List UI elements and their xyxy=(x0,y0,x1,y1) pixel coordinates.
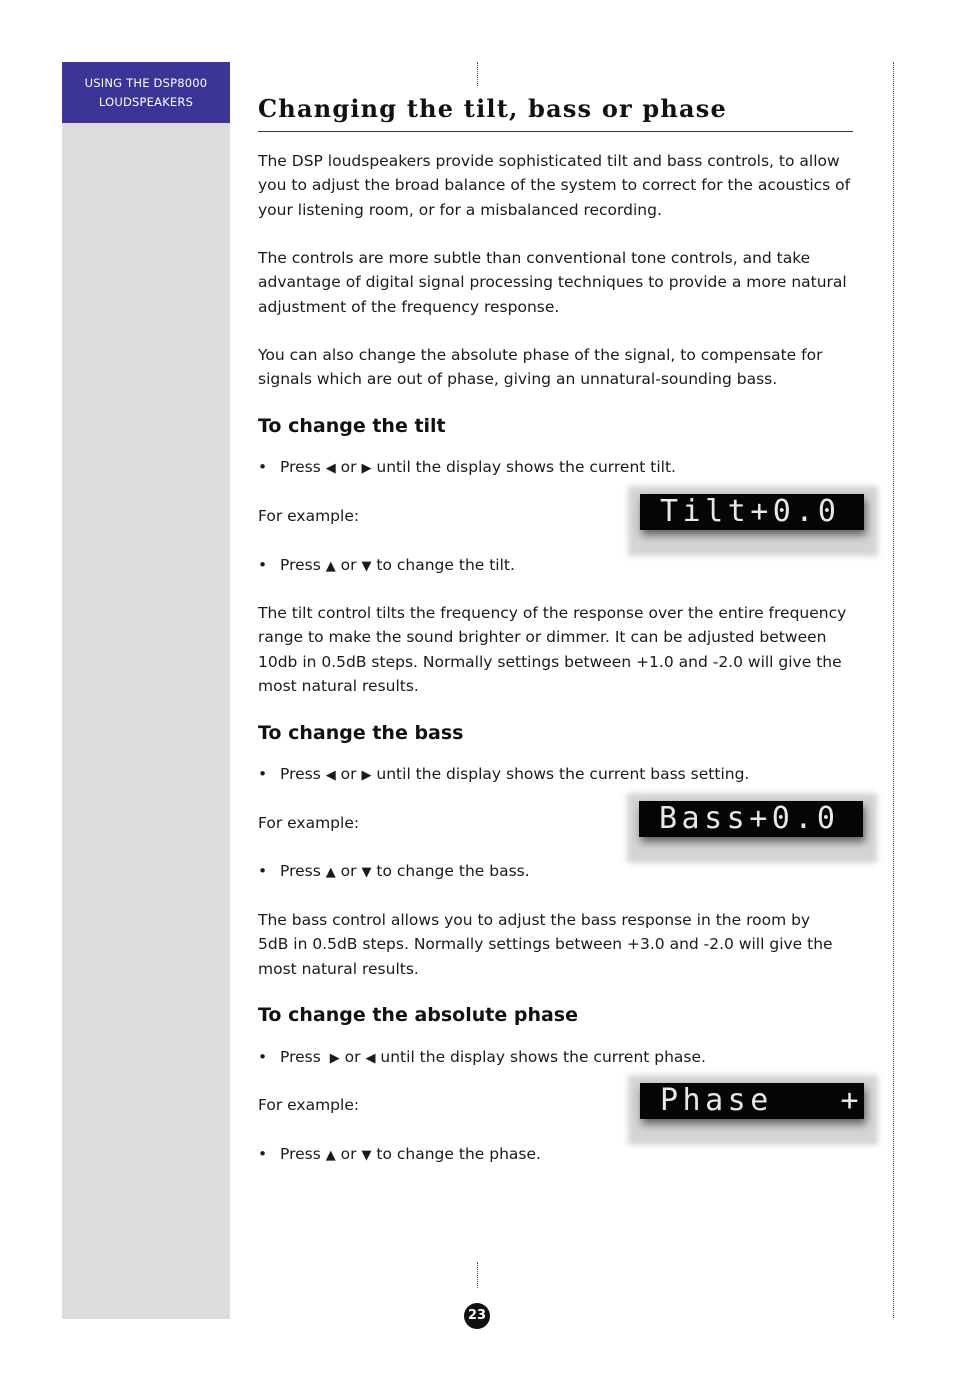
bullet-dot: • xyxy=(258,862,268,880)
section-tab-line1: USING THE DSP8000 xyxy=(84,75,208,90)
bullet-dot: • xyxy=(258,556,268,574)
phase-heading: To change the absolute phase xyxy=(258,1004,579,1026)
bass-example-label: For example: xyxy=(258,814,360,832)
tilt-step-1-text: until the display shows the current tilt. xyxy=(376,458,676,476)
bullet-dot: • xyxy=(258,765,268,783)
up-arrow-icon: ▲ xyxy=(325,865,336,880)
bass-description: The bass control allows you to adjust the bass response in the room by 5dB in 0.5dB steps. Normally settings between +3.0 and -2.0 will give the most natural results. xyxy=(258,911,838,978)
bass-step-2-text: to change the bass. xyxy=(376,862,530,880)
bass-heading: To change the bass xyxy=(258,722,464,744)
press-label: Press xyxy=(280,1145,321,1163)
press-label: Press xyxy=(280,765,321,783)
bass-step-1-text: until the display shows the current bass setting. xyxy=(376,765,750,783)
or-label: or xyxy=(340,765,357,783)
tilt-description: The tilt control tilts the frequency of the response over the entire frequency range to make the sound brighter or dimmer. It can be adjusted between 10db in 0.5dB steps. Normally settings between +1.0 and -2.0 will give the most natural results. xyxy=(258,604,852,695)
tilt-step-2-text: to change the tilt. xyxy=(376,556,515,574)
phase-step-1-text: until the display shows the current phase. xyxy=(380,1048,706,1066)
phase-display-readout: Phase + xyxy=(640,1083,864,1119)
phase-step-2-text: to change the phase. xyxy=(376,1145,541,1163)
bullet-dot: • xyxy=(258,1048,268,1066)
page-number-badge: 23 xyxy=(464,1303,490,1329)
press-label: Press xyxy=(280,556,321,574)
left-arrow-icon: ◀ xyxy=(365,1051,376,1066)
press-label: Press xyxy=(280,458,321,476)
bass-display-readout: Bass+0.0 xyxy=(639,801,863,837)
phase-example-label: For example: xyxy=(258,1096,360,1114)
or-label: or xyxy=(340,862,357,880)
right-arrow-icon: ▶ xyxy=(361,768,372,783)
right-arrow-icon: ▶ xyxy=(329,1051,340,1066)
bullet-dot: • xyxy=(258,458,268,476)
tilt-step-2 xyxy=(258,553,858,579)
section-tab xyxy=(62,62,230,123)
bullet-dot: • xyxy=(258,1145,268,1163)
up-arrow-icon: ▲ xyxy=(325,1148,336,1163)
section-tab-line2: LOUDSPEAKERS xyxy=(98,94,194,109)
tilt-example-label: For example: xyxy=(258,507,360,525)
intro-paragraph-1: The DSP loudspeakers provide sophisticated tilt and bass controls, to allow you to adjust the broad balance of the system to correct for the acoustics of your listening room, or for a misbalanced recording. xyxy=(258,152,851,219)
or-label: or xyxy=(340,1145,357,1163)
up-arrow-icon: ▲ xyxy=(325,559,336,574)
bass-step-2 xyxy=(258,859,858,885)
or-label: or xyxy=(340,556,357,574)
bass-step-1 xyxy=(258,762,858,788)
phase-step-2 xyxy=(258,1142,858,1168)
sidebar-panel xyxy=(62,62,230,1319)
left-arrow-icon: ◀ xyxy=(325,461,336,476)
intro-paragraph-2: The controls are more subtle than conventional tone controls, and take advantage of digital signal processing techniques to provide a more natural adjustment of the frequency response. xyxy=(258,249,847,316)
down-arrow-icon: ▼ xyxy=(361,865,372,880)
phase-step-1 xyxy=(258,1045,858,1071)
or-label: or xyxy=(344,1048,361,1066)
right-dotted-margin xyxy=(893,62,894,1318)
right-arrow-icon: ▶ xyxy=(361,461,372,476)
top-dotted-marker xyxy=(477,62,478,86)
intro-paragraph-3: You can also change the absolute phase of the signal, to compensate for signals which are out of phase, giving an unnatural-sounding bass. xyxy=(258,346,823,389)
press-label: Press xyxy=(280,1048,321,1066)
press-label: Press xyxy=(280,862,321,880)
tilt-step-1 xyxy=(258,455,858,481)
or-label: or xyxy=(340,458,357,476)
down-arrow-icon: ▼ xyxy=(361,1148,372,1163)
page-title: Changing the tilt, bass or phase xyxy=(258,94,853,132)
tilt-display-readout: Tilt+0.0 xyxy=(640,494,864,530)
tilt-heading: To change the tilt xyxy=(258,415,446,437)
bottom-dotted-marker xyxy=(477,1262,478,1288)
down-arrow-icon: ▼ xyxy=(361,559,372,574)
left-arrow-icon: ◀ xyxy=(325,768,336,783)
